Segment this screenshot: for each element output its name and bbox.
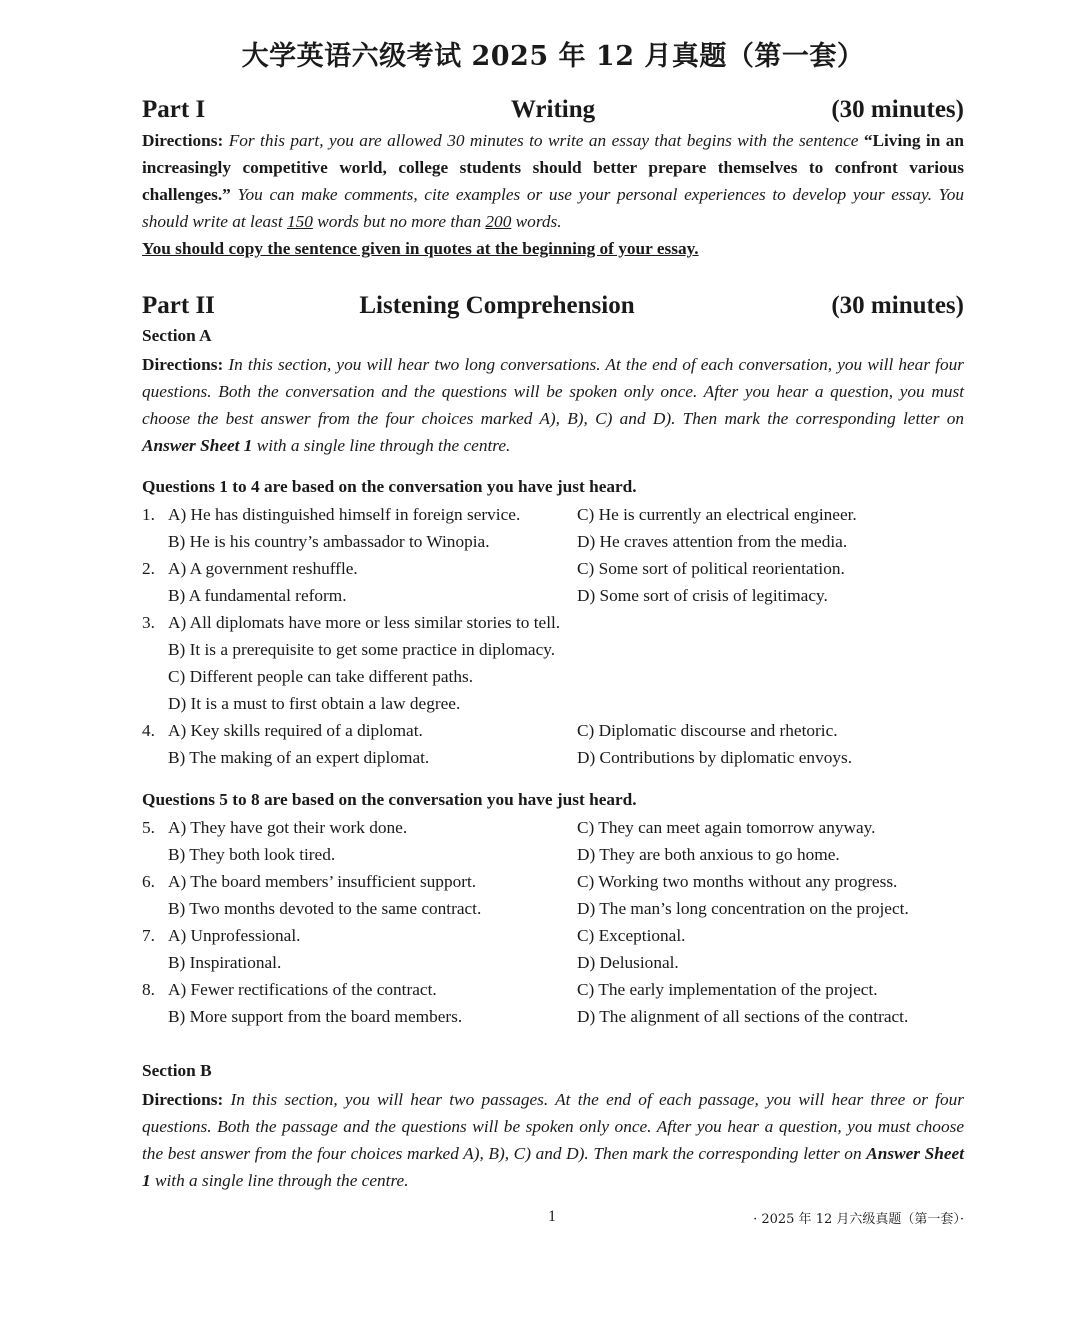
option-c: C) Exceptional. <box>577 926 686 945</box>
question-group-1-heading: Questions 1 to 4 are based on the conversation you have just heard. <box>142 477 637 496</box>
option-b: B) Two months devoted to the same contract. <box>168 899 482 918</box>
option-b: B) It is a prerequisite to get some practice in diplomacy. <box>168 640 556 659</box>
option-c: C) Diplomatic discourse and rhetoric. <box>577 721 838 740</box>
question-number: 2. <box>142 559 155 578</box>
option-d: D) Contributions by diplomatic envoys. <box>577 748 853 767</box>
copy-sentence-note: You should copy the sentence given in quotes at the beginning of your essay. <box>142 239 699 258</box>
page-number: 1 <box>548 1208 556 1225</box>
option-d: D) Delusional. <box>577 953 679 972</box>
option-a: A) All diplomats have more or less similar stories to tell. <box>168 613 561 632</box>
option-d: D) They are both anxious to go home. <box>577 845 840 864</box>
directions-text: with a single line through the centre. <box>150 1171 409 1190</box>
part2-header <box>142 292 964 324</box>
option-c: C) They can meet again tomorrow anyway. <box>577 818 876 837</box>
option-b: B) Inspirational. <box>168 953 282 972</box>
question-number: 3. <box>142 613 155 632</box>
part2-name: Listening Comprehension <box>359 292 635 319</box>
directions-label: Directions: <box>142 1090 224 1109</box>
option-d: D) The man’s long concentration on the project. <box>577 899 909 918</box>
directions-text: words but no more than <box>312 212 486 231</box>
answer-sheet-ref: Answer Sheet 1 <box>142 436 253 455</box>
option-c: C) Different people can take different paths. <box>168 667 474 686</box>
option-b: B) The making of an expert diplomat. <box>168 748 430 767</box>
option-a: A) Fewer rectifications of the contract. <box>168 980 437 999</box>
option-d: D) He craves attention from the media. <box>577 532 848 551</box>
part1-label: Part I <box>142 96 206 123</box>
option-d: D) It is a must to first obtain a law degree. <box>168 694 461 713</box>
option-b: B) They both look tired. <box>168 845 336 864</box>
question-number: 1. <box>142 505 155 524</box>
section-a-title: Section A <box>142 326 212 345</box>
question-group-2-heading: Questions 5 to 8 are based on the conversation you have just heard. <box>142 790 637 809</box>
answer-sheet-ref: Answer Sheet 1 <box>142 1144 964 1190</box>
option-c: C) Working two months without any progress. <box>577 872 898 891</box>
directions-text: with a single line through the centre. <box>252 436 511 455</box>
option-a: A) A government reshuffle. <box>168 559 358 578</box>
option-b: B) He is his country’s ambassador to Winopia. <box>168 532 490 551</box>
essay-prompt-quote: “Living in an increasingly competitive world, college students should better prepare themselves to confront various challenges.” <box>142 131 964 204</box>
option-c: C) The early implementation of the project. <box>577 980 878 999</box>
directions-label: Directions: <box>142 131 224 150</box>
part2-time: (30 minutes) <box>831 292 964 319</box>
part2-label: Part II <box>142 292 215 319</box>
footer-caption: · 2025 年 12 月六级真题（第一套）· <box>753 1212 964 1227</box>
option-a: A) He has distinguished himself in foreign service. <box>168 505 521 524</box>
page-title: 大学英语六级考试 2025 年 12 月真题（第一套） <box>241 41 865 72</box>
option-a: A) The board members’ insufficient support. <box>168 872 477 891</box>
directions-text: For this part, you are allowed 30 minutes to write an essay that begins with the sentence <box>223 131 864 150</box>
part1-name: Writing <box>510 96 596 123</box>
question-number: 8. <box>142 980 155 999</box>
option-b: B) A fundamental reform. <box>168 586 347 605</box>
question-number: 4. <box>142 721 155 740</box>
question-number: 6. <box>142 872 155 891</box>
directions-text: In this section, you will hear two passages. At the end of each passage, you will hear three or four questions. Both the passage and the questions will be spoken only once. After you hear a question, you must choose the best answer from the four choices marked A), B), C) and D). Then mark the corresponding letter on <box>142 1090 964 1163</box>
part1-note <box>142 235 964 262</box>
option-b: B) More support from the board members. <box>168 1007 463 1026</box>
option-a: A) They have got their work done. <box>168 818 408 837</box>
section-b-directions <box>142 1086 964 1194</box>
part1-directions <box>142 127 964 235</box>
option-c: C) Some sort of political reorientation. <box>577 559 845 578</box>
option-d: D) The alignment of all sections of the contract. <box>577 1007 909 1026</box>
directions-label: Directions: <box>142 355 224 374</box>
directions-text: You can make comments, cite examples or use your personal experiences to develop your essay. You should write at least <box>142 185 964 231</box>
question-number: 7. <box>142 926 155 945</box>
max-word-count: 200 <box>485 212 512 231</box>
part1-time: (30 minutes) <box>831 96 964 123</box>
option-c: C) He is currently an electrical engineer. <box>577 505 857 524</box>
option-d: D) Some sort of crisis of legitimacy. <box>577 586 828 605</box>
option-a: A) Key skills required of a diplomat. <box>168 721 423 740</box>
directions-text: In this section, you will hear two long conversations. At the end of each conversation, you will hear four questions. Both the conversation and the questions will be spoken only once. After you hear a question, you must choose the best answer from the four choices marked A), B), C) and D). Then mark the corresponding letter on <box>142 355 964 428</box>
option-a: A) Unprofessional. <box>168 926 301 945</box>
min-word-count: 150 <box>286 212 313 231</box>
question-number: 5. <box>142 818 155 837</box>
section-a-directions <box>142 351 964 459</box>
section-b-title: Section B <box>142 1061 212 1080</box>
directions-text: words. <box>511 212 562 231</box>
part1-header <box>142 96 964 128</box>
